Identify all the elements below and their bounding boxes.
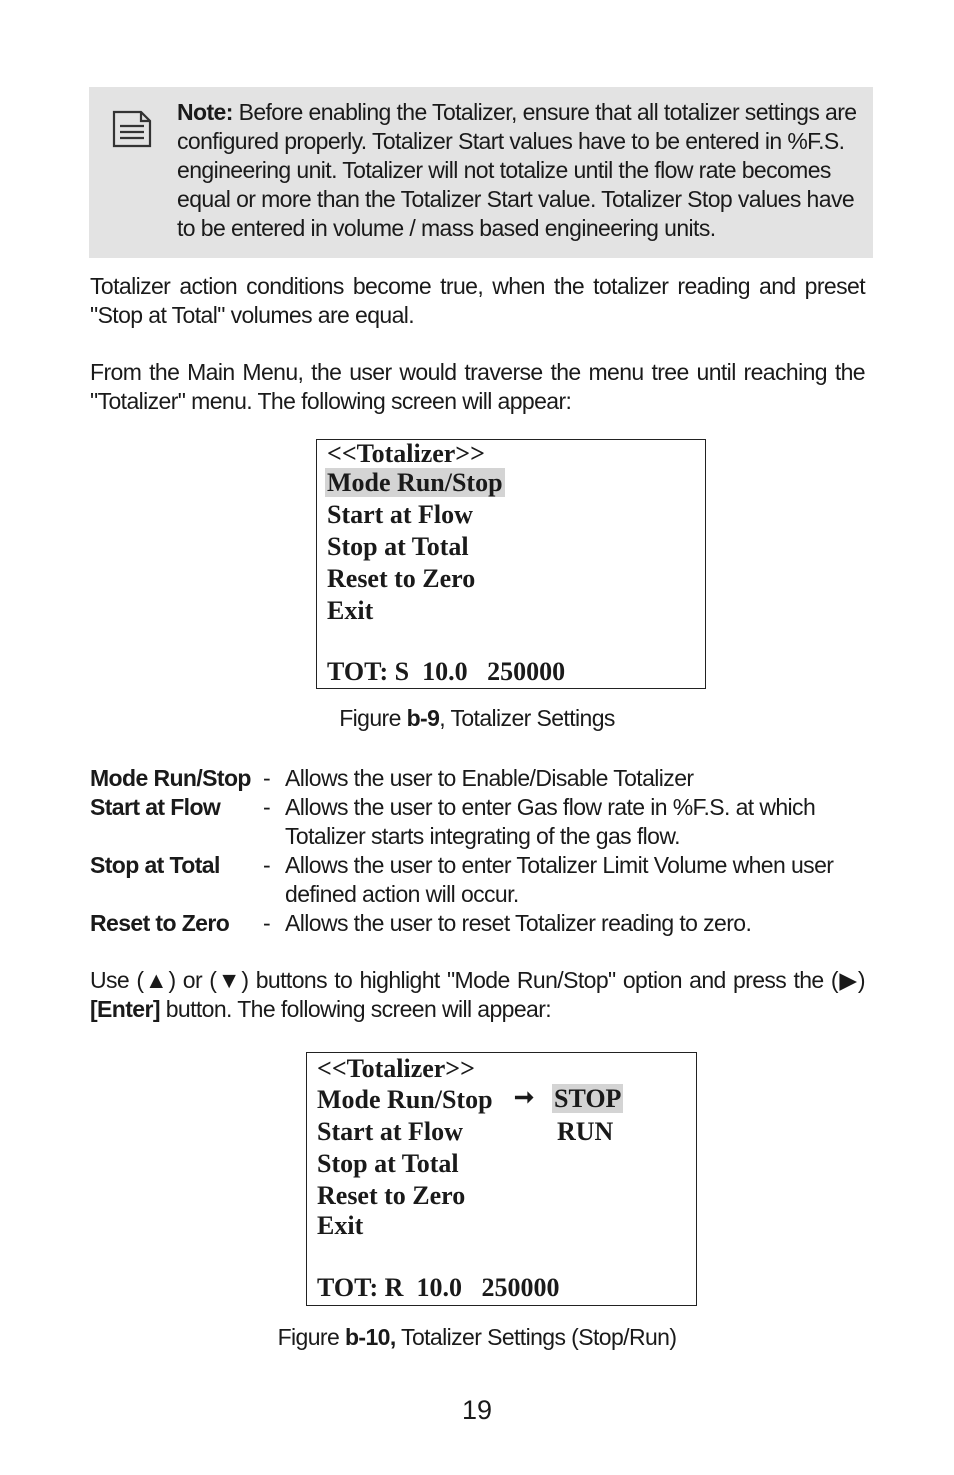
paragraph-line: Use (▲) or (▼) buttons to highlight "Mode Run/Stop" option and press the (▶) (90, 967, 865, 993)
note-label: Note: (177, 99, 233, 125)
paragraph-action-conditions (90, 272, 865, 330)
option-stop (554, 1084, 623, 1114)
menu-item-stop-at-total: Stop at Total (327, 532, 469, 561)
note-text (177, 98, 867, 243)
caption-suffix: Totalizer Settings (Stop/Run) (395, 1324, 677, 1350)
paragraph-instructions (90, 966, 865, 1024)
screen-title: <<Totalizer>> (317, 1054, 475, 1083)
definition-desc: Allows the user to reset Totalizer reading to zero. (285, 910, 752, 936)
caption-id: b-9 (406, 705, 440, 731)
definition-dash: - (263, 852, 271, 878)
caption-prefix: Figure (339, 705, 407, 731)
figure-caption-b9 (0, 705, 954, 732)
screen-title: <<Totalizer>> (327, 439, 485, 468)
definition-list (90, 764, 865, 938)
figure-caption-b10 (0, 1324, 954, 1351)
paragraph-line: "Stop at Total" volumes are equal. (90, 302, 415, 328)
definition-desc: Allows the user to enter Gas flow rate in %F.S. at which Totalizer starts integrating of the gas flow. (285, 794, 816, 849)
paragraph-line: "Totalizer" menu. The following screen will appear: (90, 388, 572, 414)
paragraph-line: Totalizer action conditions become true, when the totalizer reading and preset (90, 273, 865, 299)
definition-item (90, 851, 865, 909)
arrow-right-icon: ➞ (514, 1085, 535, 1111)
definition-term: Reset to Zero (90, 910, 230, 936)
definition-desc: Allows the user to enter Totalizer Limit Volume when user defined action will occur. (285, 852, 834, 907)
menu-item-mode-run-stop (327, 468, 505, 498)
definition-dash: - (263, 765, 271, 791)
definition-term: Start at Flow (90, 794, 221, 820)
option-run: RUN (557, 1117, 614, 1146)
menu-item-start-at-flow: Start at Flow (327, 500, 473, 529)
note-body: Before enabling the Totalizer, ensure that all totalizer settings are configured properly. Totalizer Start values have to be entered in %F.S. engineering unit. Totalizer will not totalize until the flow rate becomes equal or more than the Totalizer Start value. Totalizer Stop values have to be entered in volume / mass based engineering units. (177, 99, 857, 241)
definition-item (90, 793, 865, 851)
definition-item (90, 909, 865, 938)
note-icon (111, 109, 153, 149)
enter-key-label: [Enter] (90, 996, 160, 1022)
note-box (89, 87, 873, 258)
page-number: 19 (461, 1395, 493, 1425)
lcd-screen-totalizer-stop-run (306, 1052, 697, 1306)
menu-item-reset-to-zero: Reset to Zero (317, 1181, 466, 1210)
menu-item-mode-run-stop: Mode Run/Stop (317, 1085, 493, 1114)
definition-dash: - (263, 910, 271, 936)
paragraph-line-rest: button. The following screen will appear: (159, 996, 552, 1022)
status-line: TOT: R 10.0 250000 (317, 1273, 560, 1302)
caption-id: b-10, (344, 1324, 396, 1350)
menu-item-exit: Exit (327, 596, 374, 625)
paragraph-line (90, 995, 865, 1024)
definition-term: Stop at Total (90, 852, 220, 878)
highlighted-option: STOP (554, 1084, 622, 1113)
definition-term: Mode Run/Stop (90, 765, 251, 791)
menu-item-start-at-flow: Start at Flow (317, 1117, 463, 1146)
menu-item-reset-to-zero: Reset to Zero (327, 564, 476, 593)
definition-dash: - (263, 794, 271, 820)
menu-item-exit: Exit (317, 1211, 364, 1240)
caption-prefix: Figure (277, 1324, 345, 1350)
paragraph-main-menu (90, 358, 865, 416)
paragraph-line: From the Main Menu, the user would traverse the menu tree until reaching the (90, 359, 865, 385)
highlighted-item: Mode Run/Stop (327, 468, 503, 497)
caption-suffix: , Totalizer Settings (439, 705, 615, 731)
definition-item (90, 764, 865, 793)
definition-desc: Allows the user to Enable/Disable Totalizer (285, 765, 694, 791)
status-line: TOT: S 10.0 250000 (327, 657, 566, 686)
menu-item-stop-at-total: Stop at Total (317, 1149, 459, 1178)
lcd-screen-totalizer (316, 439, 706, 689)
